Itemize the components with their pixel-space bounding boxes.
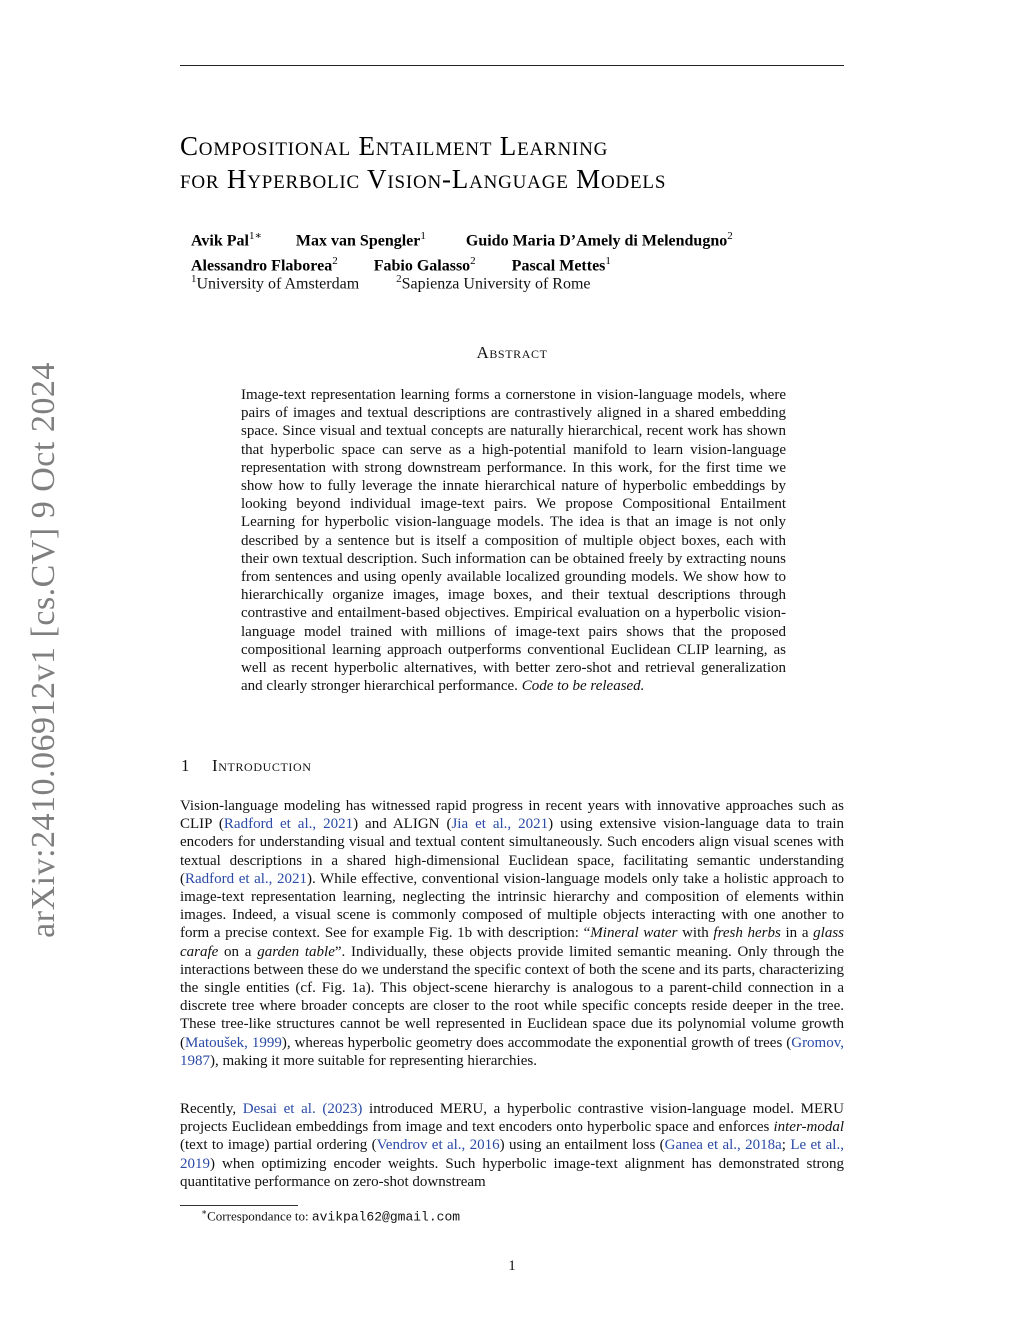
text-run: Recently, — [180, 1101, 243, 1117]
emphasis: glass carafe — [180, 925, 844, 960]
text-run: ), whereas hyperbolic geometry does accommodate the exponential growth of trees ( — [281, 1034, 792, 1051]
text-run: ). While effective, conventional vision-language models only take a holistic approach to image-text representation learning, neglecting the intrinsic hierarchy and composition of elements within images. Indeed, a visual scene is commonly composed of multiple objects interacting with one another to form a precise context. See for example Fig. 1b with description: “ — [180, 870, 844, 942]
page-number: 1 — [508, 1258, 516, 1274]
author-mark: 1 — [605, 255, 611, 268]
author-mark: 1∗ — [248, 230, 262, 242]
affiliation-mark: 2 — [396, 273, 402, 285]
author-name: Avik Pal — [191, 232, 249, 250]
text-run: in a — [780, 925, 814, 942]
text-run: ”. Individually, these objects provide limited semantic meaning. Only through the interactions between these do we understand the specific context of both the scene and its parts, characterizing the single entities (cf. Fig. 1a). This object-scene hierarchy is analogous to a parent-child connection in a discrete tree where broader concepts are closer to the root while specific concepts reside deeper in the tree. These tree-like structures cannot be well represented in Euclidean space due its polynomial volume growth ( — [180, 943, 844, 1051]
affiliation-name: University of Amsterdam — [196, 275, 360, 293]
abstract-text: Image-text representation learning forms a cornerstone in vision-language models, where pairs of images and textual descriptions are contrastively aligned in a shared embedding space. Since visual and textual concepts are naturally hierarchical, recent work has shown that hyperbolic space can serve as a high-potential manifold to learn vision-language representation with strong downstream performance. In this work, for the first time we show how to fully leverage the innate hierarchical nature of hyperbolic embeddings by looking beyond individual image-text pairs. We propose Compositional Entailment Learning for hyperbolic vision-language models. The idea is that an image is not only described by a sentence but is itself a composition of multiple object boxes, each with their own textual description. Such information can be obtained freely by extracting nouns from sentences and using openly available localized grounding models. We show how to hierarchically organize images, image boxes, and their textual descriptions through contrastive and entailment-based objectives. Empirical evaluation on a hyperbolic vision-language model trained with millions of image-text pairs shows that the proposed compositional learning approach outperforms conventional Euclidean CLIP learning, as well as recent hyperbolic alternatives, with better zero-shot and retrieval generalization and clearly stronger hierarchical performance. — [241, 387, 786, 695]
author-name: Pascal Mettes — [511, 257, 606, 275]
abstract-closing: Code to be released. — [521, 678, 645, 695]
text-run: ) when optimizing encoder weights. Such hyperbolic image-text alignment has demonstrated strong quantitative performance on zero-shot downstream — [180, 1155, 844, 1190]
citation-link[interactable]: Ganea et al., 2018a — [664, 1137, 782, 1154]
intro-paragraph-1 — [180, 797, 844, 1070]
citation-link[interactable]: Desai et al. (2023) — [242, 1101, 363, 1117]
section-title: Introduction — [212, 756, 312, 775]
footnote-mark: ∗ — [201, 1207, 208, 1217]
footnote — [201, 1207, 460, 1224]
emphasis: garden table — [257, 943, 335, 960]
title-line-1: Compositional Entailment Learning — [180, 131, 609, 161]
text-run: ) using extensive vision-language data to train encoders for understanding visual and textual content simultaneously. Such encoders align visual scenes with textual descriptions in a shared high-dimensional Euclidean space, facilitating semantic understanding ( — [180, 816, 844, 887]
text-run: ) and ALIGN ( — [353, 816, 452, 833]
author-name: Max van Spengler — [295, 232, 421, 250]
citation-link[interactable]: Le et al., 2019 — [180, 1137, 844, 1172]
citation-link[interactable]: Gromov, 1987 — [180, 1034, 845, 1069]
citation-link[interactable]: Matoušek, 1999 — [185, 1034, 282, 1051]
author-row-1 — [191, 226, 733, 251]
author-mark: 2 — [332, 255, 338, 268]
text-run: with — [677, 925, 714, 942]
section-number: 1 — [181, 756, 191, 775]
author-name: Fabio Galasso — [373, 257, 471, 275]
affiliation-mark: 1 — [191, 273, 197, 285]
emphasis: Mineral water — [590, 925, 678, 942]
text-run: on a — [218, 943, 258, 960]
footnote-text: Correspondance to: — [207, 1208, 312, 1224]
title-line-2: for Hyperbolic Vision-Language Models — [180, 164, 667, 194]
emphasis: inter-modal — [773, 1119, 844, 1136]
text-run: ) using an entailment loss ( — [499, 1137, 665, 1154]
arxiv-identifier[interactable]: arXiv:2410.06912v1 [cs.CV] 9 Oct 2024 — [25, 362, 62, 938]
text-run: ; — [781, 1137, 791, 1154]
text-run: introduced MERU, a hyperbolic contrastive vision-language model. MERU projects Euclidean embeddings from image and text encoders onto hyperbolic space and enforces — [180, 1101, 845, 1136]
author-mark: 2 — [470, 255, 476, 268]
header-rule — [180, 65, 844, 66]
paper-title — [180, 130, 844, 196]
citation-link[interactable]: Radford et al., 2021 — [185, 870, 307, 887]
citation-link[interactable]: Vendrov et al., 2016 — [376, 1137, 500, 1154]
text-run: Vision-language modeling has witnessed rapid progress in recent years with innovative approaches such as CLIP ( — [180, 798, 844, 833]
abstract-body — [241, 386, 786, 695]
author-mark: 1 — [420, 230, 426, 242]
affiliation-name: Sapienza University of Rome — [401, 275, 591, 293]
text-run: (text to image) partial ordering ( — [180, 1137, 377, 1154]
citation-link[interactable]: Radford et al., 2021 — [223, 816, 354, 833]
author-name: Guido Maria D’Amely di Melendugno — [465, 232, 728, 250]
citation-link[interactable]: Jia et al., 2021 — [451, 816, 549, 833]
text-run: ), making it more suitable for representing hierarchies. — [210, 1052, 537, 1069]
author-name: Alessandro Flaborea — [191, 257, 333, 275]
affiliations — [191, 273, 590, 293]
intro-paragraph-2 — [180, 1100, 844, 1191]
abstract-heading: Abstract — [476, 343, 548, 362]
emphasis: fresh herbs — [713, 925, 781, 942]
footnote-rule — [180, 1205, 298, 1206]
email-link[interactable]: avikpal62@gmail.com — [311, 1209, 461, 1225]
section-heading-introduction — [181, 756, 312, 776]
author-mark: 2 — [727, 230, 733, 242]
author-list — [191, 226, 733, 277]
